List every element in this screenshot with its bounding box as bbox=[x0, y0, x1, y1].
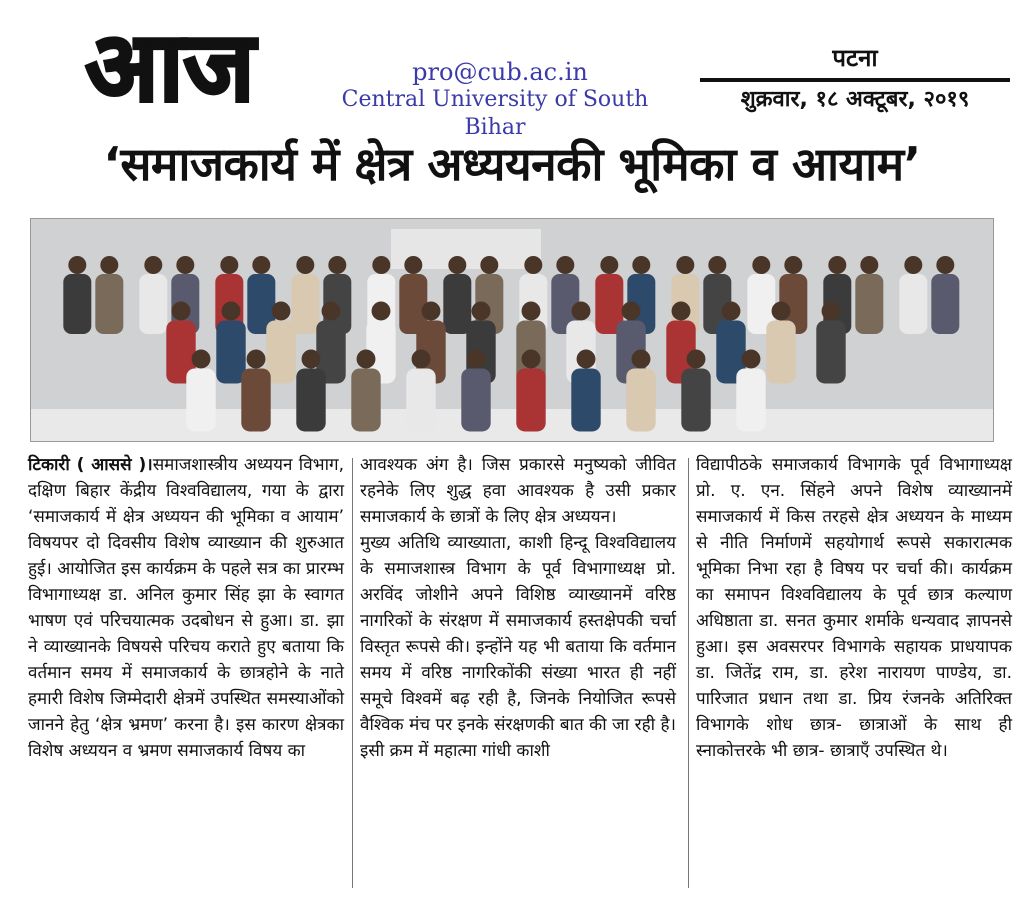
article-dateline-lead: टिकारी ( आससे )। bbox=[28, 455, 153, 475]
dateline-city: पटना bbox=[832, 44, 878, 72]
contact-email: pro@cub.ac.in bbox=[412, 58, 588, 86]
article-column-1-text: समाजशास्त्रीय अध्ययन विभाग, दक्षिण बिहार केंद्रीय विश्वविद्यालय, गया के द्वारा ‘समाजकार्य में क्षेत्र अध्ययन की भूमिका व आयाम’ विषयपर दो दिवसीय विशेष व्याख्यान की शुरुआत हुई। आयोजित इस कार्यक्रम के पहले सत्र का प्रारम्भ विभागाध्यक्ष डा. अनिल कुमार सिंह झा के स्वागत भाषण एवं परिचयात्मक उदबोधन से हुआ। डा. झा ने व्याख्यानके विषयसे परिचय कराते हुए बताया कि वर्तमान समय में समाजकार्य के छात्रहोने के नाते हमारी विशेष जिम्मेदारी क्षेत्रमें उपस्थित समस्याओंको जानने हेतु ‘क्षेत्र भ्रमण’ करना है। इस कारण क्षेत्रका विशेष अध्ययन व भ्रमण समाजकार्य विषय का bbox=[28, 455, 344, 761]
article-headline: ‘समाजकार्य में क्षेत्र अध्ययनकी भूमिका व आयाम’ bbox=[103, 137, 921, 191]
column-divider bbox=[352, 458, 353, 888]
masthead-title: आज bbox=[85, 11, 255, 118]
university-name: Central University of South Bihar bbox=[341, 87, 649, 140]
article-column-3: विद्यापीठके समाजकार्य विभागके पूर्व विभागाध्यक्ष प्रो. ए. एन. सिंहने अपने विशेष व्याख्यानमें समाजकार्य में किस तरहसे क्षेत्र अध्ययन के माध्यम से नीति निर्माणमें सहयोगार्थ रूपसे सकारात्मक भूमिका निभा रहा है विषय पर चर्चा की। कार्यक्रम का समापन विश्वविद्यालय के पूर्व छात्र कल्याण अधिष्ठाता डा. सनत कुमार शर्माके धन्यवाद ज्ञापनसे हुआ। इस अवसरपर विभागके सहायक प्राधयापक डा. जितेंद्र राम, डा. हरेश नारायण पाण्डेय, डा. पारिजात प्रधान तथा डा. प्रिय रंजनके अतिरिक्त विभागके शोध छात्र- छात्राओं के साथ ही स्नाकोत्तरके भी छात्र- छात्राएँ उपस्थित थे। bbox=[696, 455, 1012, 761]
masthead-logo-graphic bbox=[30, 8, 310, 118]
column-divider bbox=[688, 458, 689, 888]
dateline-date: शुक्रवार, १८ अक्टूबर, २०१९ bbox=[740, 87, 970, 112]
article-column-2: आवश्यक अंग है। जिस प्रकारसे मनुष्यको जीवित रहनेके लिए शुद्ध हवा आवश्यक है उसी प्रकार समाजकार्य के छात्रों के लिए क्षेत्र अध्ययन। मुख्य अतिथि व्याख्याता, काशी हिन्दू विश्वविद्यालय के समाजशास्त्र विभाग के पूर्व विभागाध्यक्ष प्रो. अरविंद जोशीने अपने विशिष्ठ व्याख्यानमें वरिष्ठ नागरिकों के संरक्षण में समाजकार्य हस्तक्षेपकी चर्चा विस्तृत रूपसे की। इन्होंने यह भी बताया कि वर्तमान समय में वरिष्ठ नागरिकोंकी संख्या भारत ही नहीं समूचे विश्वमें बढ़ रही है, जिनके नियोजित रूपसे वैश्विक मंच पर इनके संरक्षणकी बात की जा रही है। इसी क्रम में महात्मा गांधी काशी bbox=[360, 455, 676, 761]
contact-block bbox=[320, 58, 680, 142]
group-photo bbox=[30, 218, 994, 442]
dateline bbox=[700, 44, 1010, 114]
article-body bbox=[20, 452, 1010, 892]
newspaper-masthead-logo bbox=[30, 8, 310, 118]
article-column-1 bbox=[28, 452, 344, 764]
dateline-rule bbox=[700, 78, 1010, 82]
group-photo-illustration bbox=[31, 219, 993, 441]
